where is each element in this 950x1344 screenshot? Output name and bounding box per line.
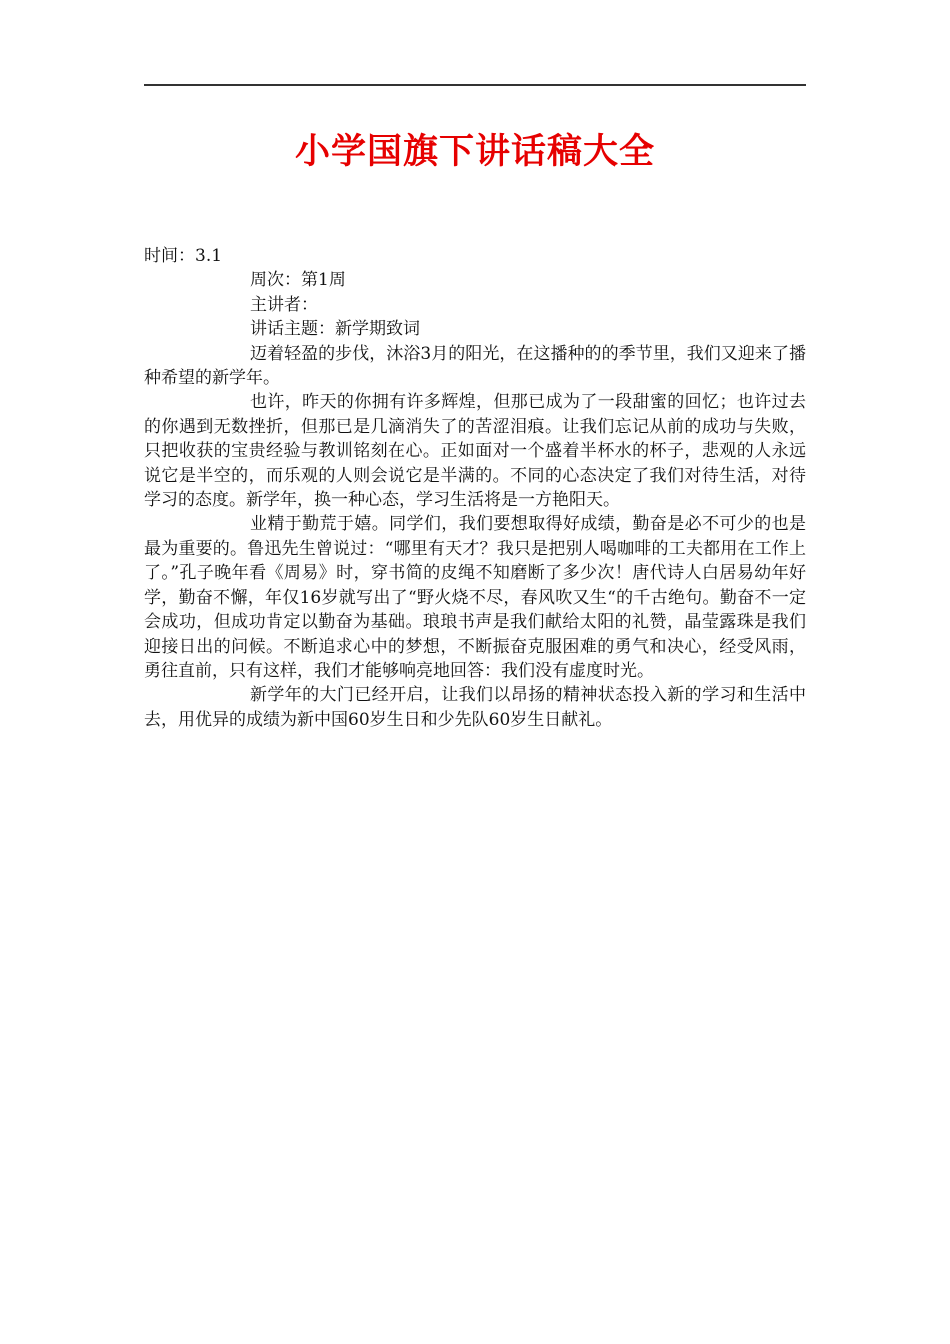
paragraph-mindset: 也许，昨天的你拥有许多辉煌，但那已成为了一段甜蜜的回忆；也许过去的你遇到无数挫折，但那已是几滴消失了的苦涩泪痕。让我们忘记从前的成功与失败，只把收获的宝贵经验与教训铭刻在心。正如面对一个盛着半杯水的杯子，悲观的人永远说它是半空的，而乐观的人则会说它是半满的。不同的心态决定了我们对待生活，对待学习的态度。新学年，换一种心态，学习生活将是一方艳阳天。 — [144, 392, 806, 511]
paragraph-diligence: 业精于勤荒于嬉。同学们，我们要想取得好成绩，勤奋是必不可少的也是最为重要的。鲁迅先生曾说过：“哪里有天才？我只是把别人喝咖啡的工夫都用在工作上了。”孔子晚年看《周易》时，穿书简的皮绳不知磨断了多少次！唐代诗人白居易幼年好学，勤奋不懈，年仅16岁就写出了“野火烧不尽，春风吹又生“的千古绝句。勤奋不一定会成功，但成功肯定以勤奋为基础。琅琅书声是我们献给太阳的礼赞，晶莹露珠是我们迎接日出的问候。不断追求心中的梦想，不断振奋克服困难的勇气和决心，经受风雨，勇往直前，只有这样，我们才能够响亮地回答：我们没有虚度时光。 — [144, 514, 806, 681]
document-body — [144, 244, 806, 732]
meta-speaker: 主讲者： — [250, 294, 318, 315]
document-title: 小学国旗下讲话稿大全 — [294, 131, 655, 172]
paragraph-opening: 迈着轻盈的步伐，沐浴3月的阳光，在这播种的的季节里，我们又迎来了播种希望的新学年。 — [144, 343, 806, 389]
meta-time: 时间：3.1 — [144, 246, 223, 266]
meta-topic: 讲话主题：新学期致词 — [250, 319, 420, 340]
paragraph-closing: 新学年的大门已经开启，让我们以昂扬的精神状态投入新的学习和生活中去，用优异的成绩为新中国60岁生日和少先队60岁生日献礼。 — [144, 685, 806, 730]
header-rule — [144, 84, 806, 86]
meta-week: 周次：第1周 — [250, 270, 346, 291]
